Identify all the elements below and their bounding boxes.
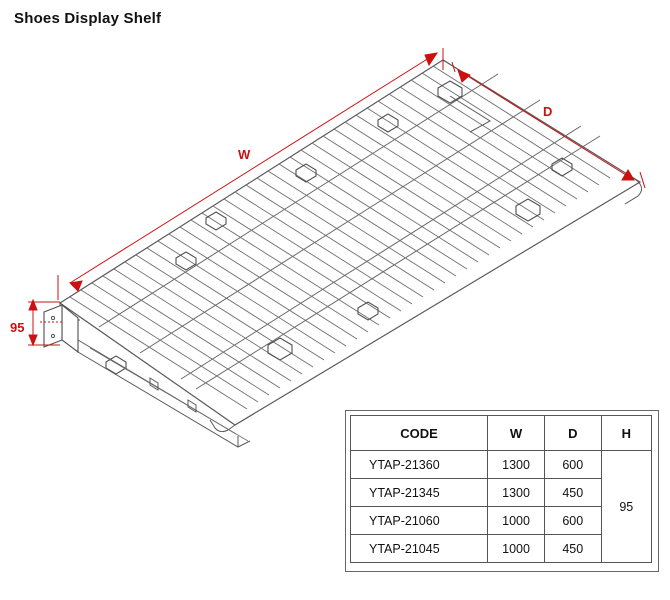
cell-d: 450	[545, 535, 602, 563]
table-header-w: W	[488, 416, 545, 451]
table-row	[351, 451, 652, 479]
dimension-label-height: 95	[10, 320, 25, 335]
cell-d: 600	[545, 451, 602, 479]
cell-code: YTAP-21060	[351, 507, 488, 535]
table-header-d: D	[545, 416, 602, 451]
cell-code: YTAP-21345	[351, 479, 488, 507]
page-title: Shoes Display Shelf	[14, 10, 162, 27]
dimension-label-w: W	[238, 147, 251, 162]
cell-d: 450	[545, 479, 602, 507]
cell-w: 1000	[488, 535, 545, 563]
cell-code: YTAP-21360	[351, 451, 488, 479]
table-header-h: H	[601, 416, 651, 451]
cell-code: YTAP-21045	[351, 535, 488, 563]
cell-w: 1300	[488, 479, 545, 507]
cell-w: 1000	[488, 507, 545, 535]
cell-h-merged: 95	[601, 451, 651, 563]
cell-d: 600	[545, 507, 602, 535]
dimension-label-d: D	[543, 104, 553, 119]
cell-w: 1300	[488, 451, 545, 479]
table-header-code: CODE	[351, 416, 488, 451]
specification-table	[350, 415, 652, 563]
table-header-row	[351, 416, 652, 451]
